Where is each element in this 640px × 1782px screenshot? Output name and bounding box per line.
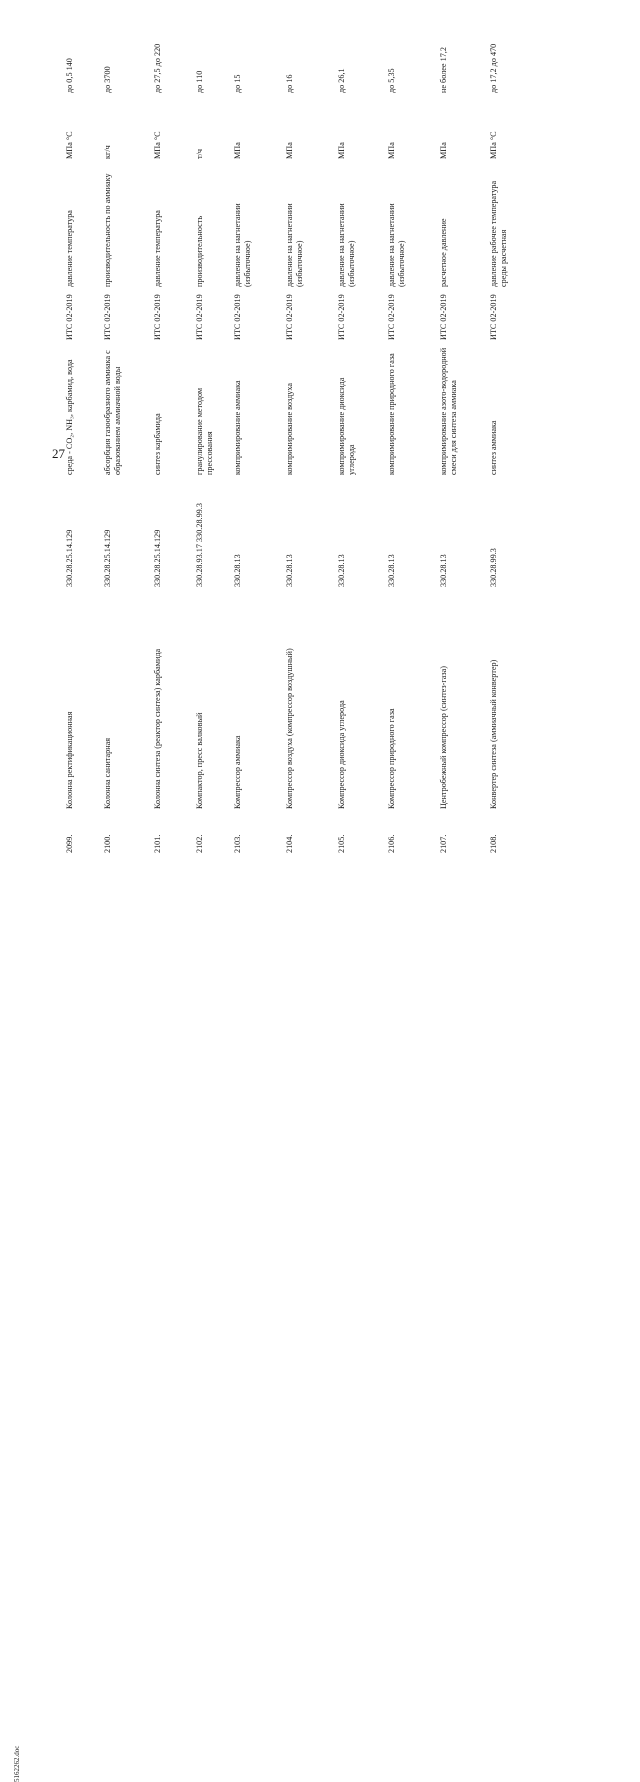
equipment-name: Компрессор аммиака: [233, 735, 242, 809]
parameter-value: не более 17,2: [439, 47, 448, 93]
process-description: компримирование воздуха: [285, 383, 294, 475]
okpd-code: 330.28.93.17 330.28.99.3: [195, 503, 204, 587]
okpd-code: 330.28.13: [439, 554, 448, 587]
row-number: 2100.: [103, 834, 112, 853]
parameter-value: до 16: [285, 74, 294, 93]
equipment-name: Колонна синтеза (реактор синтеза) карбамида: [153, 648, 162, 809]
okpd-code: 330.28.99.3: [489, 548, 498, 587]
parameter-value: до 26,1: [337, 68, 346, 93]
unit: т/ч: [195, 149, 204, 159]
equipment-name: Колонна санитарная: [103, 738, 112, 809]
okpd-code: 330.28.25.14.129: [153, 529, 162, 587]
parameter-name: производительность по аммиаку: [103, 173, 112, 287]
its-reference: ИТС 02-2019: [439, 294, 448, 340]
row-number: 2101.: [153, 834, 162, 853]
page-number: 27: [52, 446, 65, 461]
equipment-name: Центробежный компрессор (синтез-газа): [439, 666, 448, 809]
equipment-name: Компрессор природного газа: [387, 708, 396, 809]
parameter-name: расчетное давление: [439, 218, 448, 287]
its-reference: ИТС 02-2019: [195, 294, 204, 340]
process-description: компримирование природного газа: [387, 353, 396, 475]
process-description: компримирование аммиака: [233, 380, 242, 475]
unit: МПа: [387, 142, 396, 159]
row-number: 2106.: [387, 834, 396, 853]
row-number: 2102.: [195, 834, 204, 853]
row-number: 2105.: [337, 834, 346, 853]
unit: МПа: [233, 142, 242, 159]
unit: МПа: [337, 142, 346, 159]
unit: МПа °C: [65, 131, 74, 159]
process-description: абсорбция газообразного аммиака с образованием аммиачной воды: [103, 350, 122, 475]
parameter-value: до 27,5 до 220: [153, 43, 162, 93]
unit: кг/ч: [103, 145, 112, 159]
parameter-name: давление рабочее температура среды расчетная: [489, 180, 508, 287]
footer-filename: 5162262.doc: [13, 1745, 21, 1782]
parameter-name: давление температура: [153, 210, 162, 287]
its-reference: ИТС 02-2019: [387, 294, 396, 340]
its-reference: ИТС 02-2019: [285, 294, 294, 340]
process-description: компримирование диоксида углерода: [337, 377, 356, 475]
parameter-name: давление температура: [65, 210, 74, 287]
unit: МПа: [439, 142, 448, 159]
okpd-code: 330.28.25.14.129: [65, 529, 74, 587]
its-reference: ИТС 02-2019: [65, 294, 74, 340]
row-number: 2108.: [489, 834, 498, 853]
okpd-code: 330.28.13: [337, 554, 346, 587]
equipment-name: Компактор, пресс валковый: [195, 712, 204, 809]
row-number: 2103.: [233, 834, 242, 853]
process-description: среда - CO₂, NH₃, карбамид, вода: [65, 359, 74, 475]
equipment-name: Компрессор диоксида углерода: [337, 700, 346, 809]
parameter-name: давление на нагнетании (избыточное): [233, 203, 252, 287]
unit: МПа: [285, 142, 294, 159]
row-number: 2104.: [285, 834, 294, 853]
process-description: компримирование азото-водородной смеси для синтеза аммиака: [439, 347, 458, 475]
equipment-table: [55, 23, 625, 853]
its-reference: ИТС 02-2019: [103, 294, 112, 340]
unit: МПа °C: [153, 131, 162, 159]
its-reference: ИТС 02-2019: [153, 294, 162, 340]
parameter-value: до 15: [233, 74, 242, 93]
parameter-name: давление на нагнетании (избыточное): [387, 203, 406, 287]
parameter-value: до 110: [195, 70, 204, 93]
equipment-name: Колонна ректификационная: [65, 711, 74, 809]
row-number: 2099.: [65, 834, 74, 853]
row-number: 2107.: [439, 834, 448, 853]
process-description: гранулирование методом прессования: [195, 387, 214, 475]
unit: МПа °C: [489, 131, 498, 159]
parameter-name: производительность: [195, 215, 204, 287]
parameter-value: до 5,35: [387, 68, 396, 93]
okpd-code: 330.28.25.14.129: [103, 529, 112, 587]
okpd-code: 330.28.13: [387, 554, 396, 587]
its-reference: ИТС 02-2019: [337, 294, 346, 340]
equipment-name: Компрессор воздуха (компрессор воздушный): [285, 648, 294, 809]
its-reference: ИТС 02-2019: [489, 294, 498, 340]
its-reference: ИТС 02-2019: [233, 294, 242, 340]
process-description: синтез аммиака: [489, 420, 498, 475]
okpd-code: 330.28.13: [233, 554, 242, 587]
process-description: синтез карбамида: [153, 413, 162, 475]
equipment-name: Конвертер синтеза (аммиачный конвертер): [489, 659, 498, 809]
parameter-name: давление на нагнетании (избыточное): [337, 203, 356, 287]
okpd-code: 330.28.13: [285, 554, 294, 587]
parameter-value: до 0,5 140: [65, 58, 74, 93]
parameter-name: давление на нагнетании (избыточное): [285, 203, 304, 287]
parameter-value: до 3700: [103, 66, 112, 93]
parameter-value: до 17,2 до 470: [489, 43, 498, 93]
